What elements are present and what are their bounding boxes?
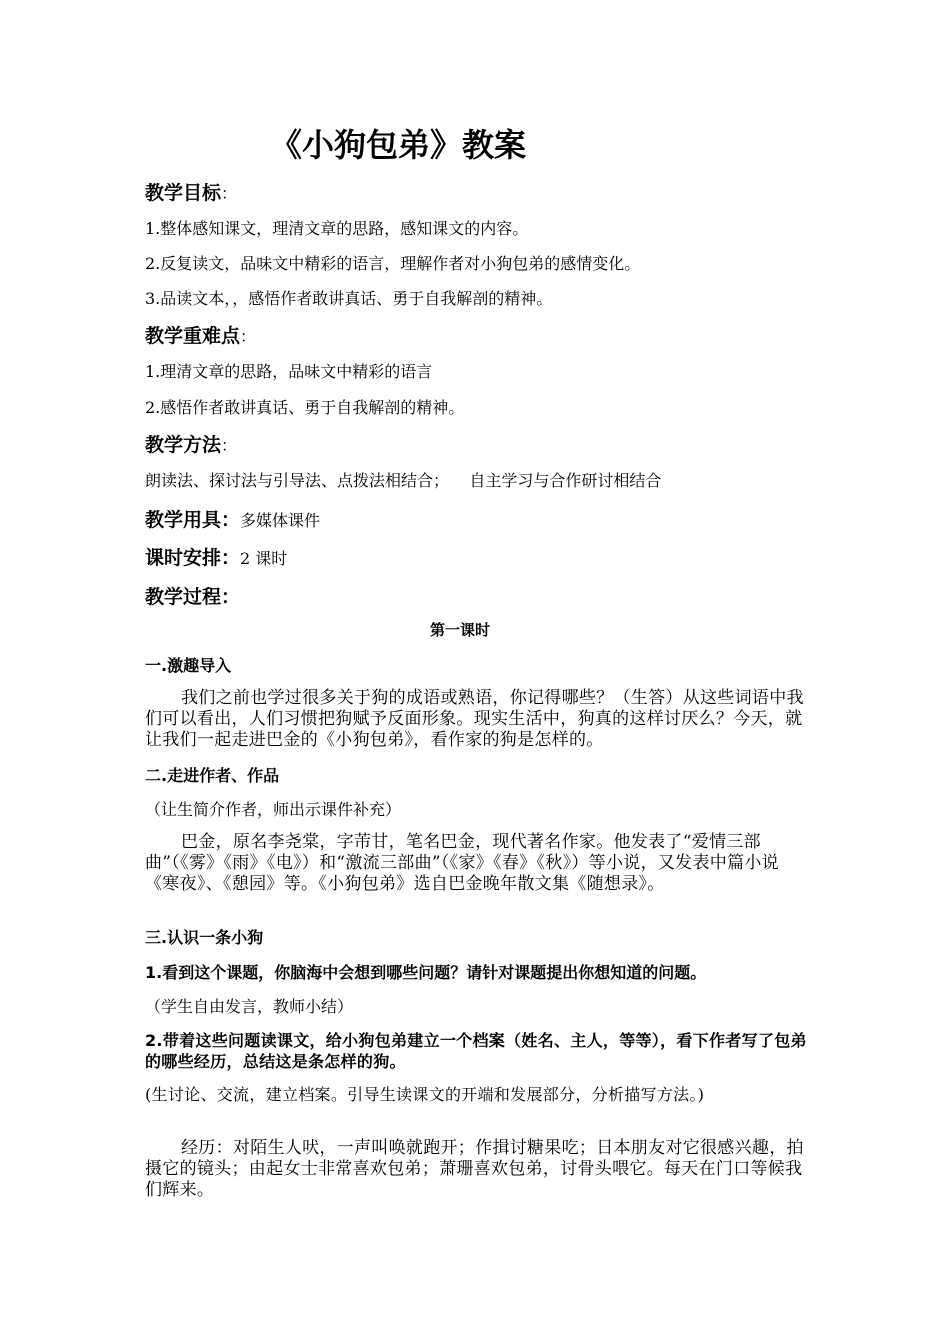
objectives-colon: ： — [221, 184, 238, 203]
keypoints-heading-text: 教学重难点 — [145, 325, 241, 347]
objectives-heading — [145, 178, 237, 205]
keypoint-item-1: 1.理清文章的思路，品味文中精彩的语言 — [145, 362, 433, 381]
tools-line — [145, 505, 320, 532]
keypoints-heading — [145, 321, 256, 348]
document-title: 《小狗包弟》教案 — [270, 126, 527, 164]
methods-colon: ： — [221, 436, 238, 455]
schedule-value: 2 课时 — [240, 549, 288, 568]
keypoints-colon: ： — [240, 327, 257, 346]
section-1-paragraph: 我们之前也学过很多关于狗的成语或熟语，你记得哪些？（生答）从这些词语中我们可以看出，人们习惯把狗赋予反面形象。现实生活中，狗真的这样讨厌么？今天，就让我们一起走进巴金的《小狗包弟》，看作家的狗是怎样的。 — [145, 688, 804, 750]
schedule-line — [145, 543, 287, 570]
tools-heading: 教学用具： — [145, 509, 241, 531]
methods-heading — [145, 430, 237, 457]
section-3-question-2: 2.带着这些问题读课文，给小狗包弟建立一个档案（姓名、主人，等等），看下作者写了包弟的哪些经历，总结这是条怎样的狗。 — [145, 1031, 807, 1071]
objectives-heading-text: 教学目标 — [145, 182, 222, 204]
keypoint-item-2: 2.感悟作者敢讲真话、勇于自我解剖的精神。 — [145, 398, 465, 417]
methods-text: 朗读法、探讨法与引导法、点拨法相结合； 自主学习与合作研讨相结合 — [145, 471, 662, 490]
section-2-paragraph: 巴金，原名李尧棠，字芾甘，笔名巴金，现代著名作家。他发表了“爱情三部曲”（《雾》《雨》《电》）和“激流三部曲”（《家》《春》《秋》）等小说，又发表中篇小说《寒夜》、《憩园》等。《小狗包弟》选自巴金晚年散文集《随想录》。 — [145, 832, 779, 894]
section-3-paragraph: 经历：对陌生人吠，一声叫唤就跑开；作揖讨糖果吃；日本朋友对它很感兴趣，拍摄它的镜头；由起女士非常喜欢包弟；萧珊喜欢包弟，讨骨头喂它。每天在门口等候我们辉来。 — [145, 1138, 804, 1200]
section-3-note-2: (生讨论、交流，建立档案。引导生读课文的开端和发展部分，分析描写方法。) — [145, 1085, 705, 1104]
objective-item-2: 2.反复读文，品味文中精彩的语言，理解作者对小狗包弟的感情变化。 — [145, 254, 641, 273]
section-3-title: 三.认识一条小狗 — [145, 928, 264, 947]
section-3-note-1: （学生自由发言，教师小结） — [145, 997, 354, 1016]
schedule-heading: 课时安排： — [145, 547, 241, 569]
tools-value: 多媒体课件 — [240, 511, 321, 530]
section-3-question-1: 1.看到这个课题，你脑海中会想到哪些问题？请针对课题提出你想知道的问题。 — [145, 963, 707, 982]
section-1-title: 一.激趣导入 — [145, 656, 232, 675]
section-2-title: 二.走进作者、作品 — [145, 766, 280, 785]
objective-item-3: 3.品读文本，，感悟作者敢讲真话、勇于自我解剖的精神。 — [145, 289, 553, 308]
methods-heading-text: 教学方法 — [145, 434, 222, 456]
process-heading: 教学过程： — [145, 586, 241, 608]
section-2-note: （让生简介作者，师出示课件补充） — [145, 800, 402, 819]
objective-item-1: 1.整体感知课文，理清文章的思路，感知课文的内容。 — [145, 219, 529, 238]
lesson-title: 第一课时 — [429, 621, 490, 639]
